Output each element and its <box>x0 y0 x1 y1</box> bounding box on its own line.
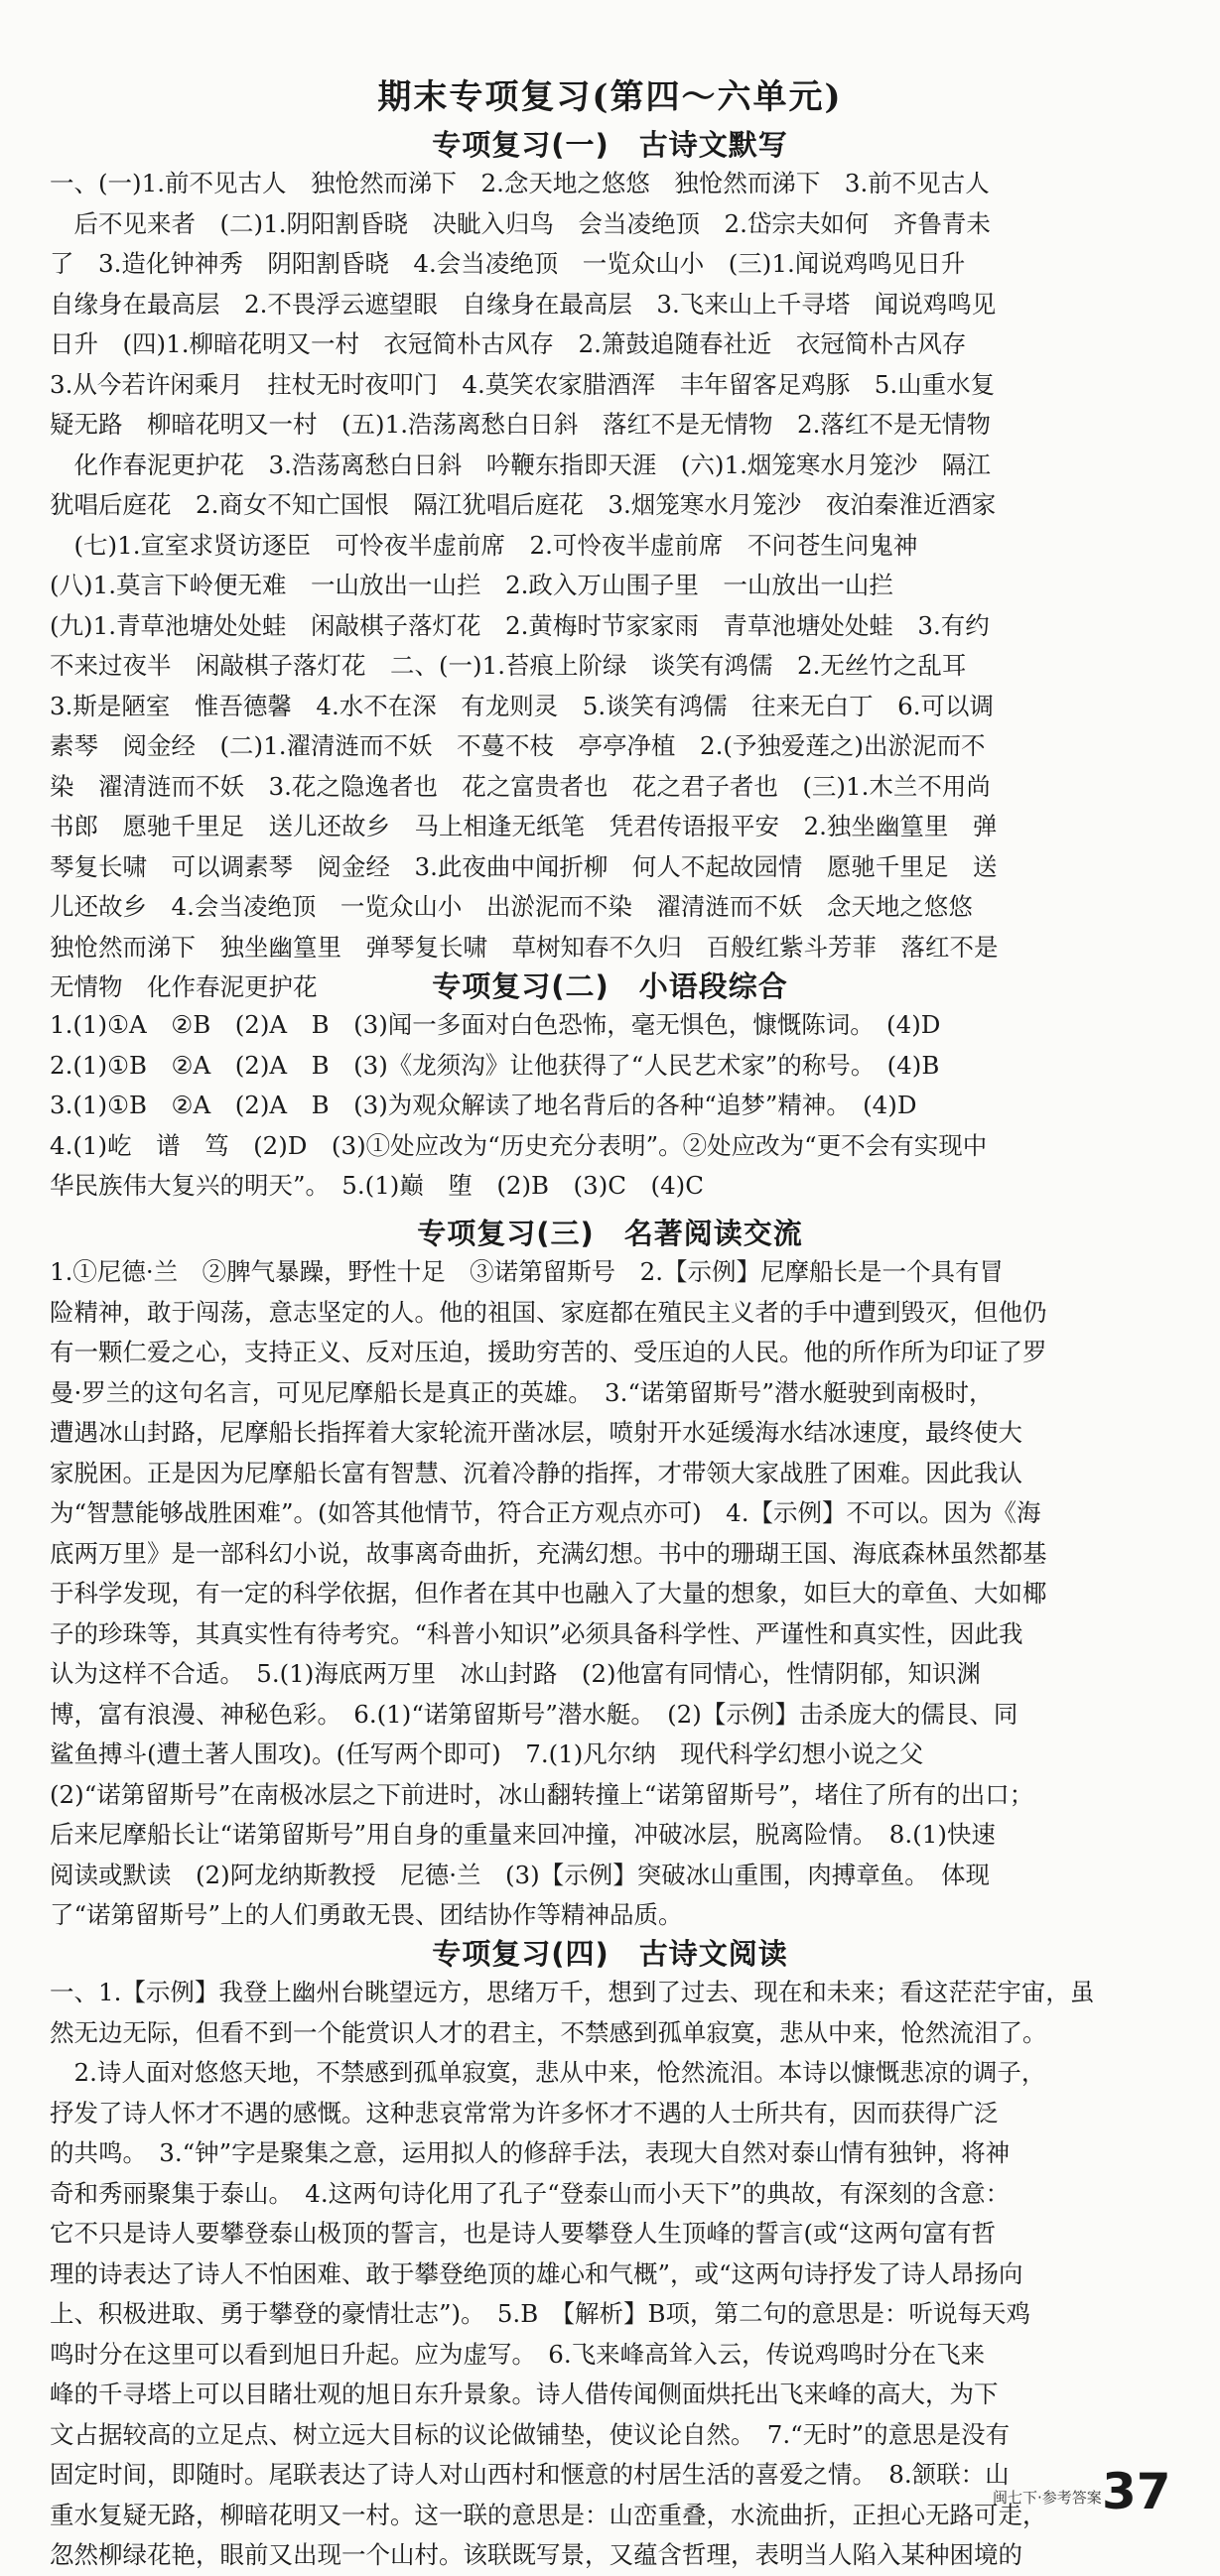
text-line: 遭遇冰山封路，尼摩船长指挥着大家轮流开凿冰层，喷射开水延缓海水结冰速度，最终使大 <box>50 1418 1022 1447</box>
text-line: 日升 (四)1.柳暗花明又一村 衣冠简朴古风存 2.箫鼓追随春社近 衣冠简朴古风存 <box>50 329 967 358</box>
text-line: 重水复疑无路，柳暗花明又一村。这一联的意思是：山峦重叠，水流曲折，正担心无路可走， <box>50 2500 1047 2529</box>
text-line: 抒发了诗人怀才不遇的感慨。这种悲哀常常为许多怀才不遇的人士所共有，因而获得广泛 <box>50 2098 999 2127</box>
text-line: 儿还故乡 4.会当凌绝顶 一览众山小 出淤泥而不染 濯清涟而不妖 念天地之悠悠 <box>50 892 973 921</box>
text-line: 3.从今若许闲乘月 拄杖无时夜叩门 4.莫笑农家腊酒浑 丰年留客足鸡豚 5.山重水复 <box>50 369 996 399</box>
text-line: (七)1.宣室求贤访逐臣 可怜夜半虚前席 2.可怜夜半虚前席 不问苍生问鬼神 <box>50 530 918 560</box>
text-line: 峰的千寻塔上可以目睹壮观的旭日东升景象。诗人借传闻侧面烘托出飞来峰的高大，为下 <box>50 2380 999 2408</box>
text-line: 独怆然而涕下 独坐幽篁里 弹琴复长啸 草树知春不久归 百般红紫斗芳菲 落红不是 <box>50 932 999 962</box>
text-line: 琴复长啸 可以调素琴 阅金经 3.此夜曲中闻折柳 何人不起故园情 愿驰千里足 送 <box>50 851 998 881</box>
section-body-3 <box>50 1252 1142 1936</box>
section-body-4 <box>50 1973 1142 2576</box>
text-line: 后不见来者 (二)1.阴阳割昏晓 决眦入归鸟 会当凌绝顶 2.岱宗夫如何 齐鲁青未 <box>50 208 991 238</box>
text-line: 无情物 化作春泥更护花 <box>50 972 318 1001</box>
text-line: 3.(1)①B ②A (2)A B (3)为观众解读了地名背后的各种“追梦”精神。 (4)D <box>50 1091 917 1119</box>
section-body-1 <box>50 164 1142 1008</box>
text-line: 文占据较高的立足点、树立远大目标的议论做铺垫，使议论自然。 7.“无时”的意思是没有 <box>50 2419 1011 2449</box>
text-line: 上、积极进取、勇于攀登的豪情壮志”)。 5.B 【解析】B项，第二句的意思是：听说每天鸡 <box>50 2299 1030 2328</box>
text-line: 了 3.造化钟神秀 阴阳割昏晓 4.会当凌绝顶 一览众山小 (三)1.闻说鸡鸣见日升 <box>50 249 966 278</box>
text-line: 子的珍珠等，其真实性有待考究。“科普小知识”必须具备科学性、严谨性和真实性，因此我 <box>50 1618 1023 1648</box>
text-line: (2)“诺第留斯号”在南极冰层之下前进时，冰山翻转撞上“诺第留斯号”，堵住了所有的出口； <box>50 1779 1034 1809</box>
text-line: 然无边无际，但看不到一个能赏识人才的君主，不禁感到孤单寂寞，悲从中来，怆然流泪了。 <box>50 2017 1047 2047</box>
page-number: 37 <box>1102 2463 1171 2520</box>
text-line: 4.(1)屹 谱 笃 (2)D (3)①处应改为“历史充分表明”。②处应改为“更不会有实现中 <box>50 1130 988 1160</box>
text-line: 后来尼摩船长让“诺第留斯号”用自身的重量来回冲撞，冲破冰层，脱离险情。 8.(1)快速 <box>50 1820 996 1849</box>
text-line: 家脱困。正是因为尼摩船长富有智慧、沉着冷静的指挥，才带领大家战胜了困难。因此我认 <box>50 1458 1022 1487</box>
text-line: 的共鸣。 3.“钟”字是聚集之意，运用拟人的修辞手法，表现大自然对泰山情有独钟，将神 <box>50 2138 1011 2167</box>
text-line: (九)1.青草池塘处处蛙 闲敲棋子落灯花 2.黄梅时节家家雨 青草池塘处处蛙 3.有约 <box>50 610 990 640</box>
text-line: 染 濯清涟而不妖 3.花之隐逸者也 花之富贵者也 花之君子者也 (三)1.木兰不用尚 <box>50 771 991 801</box>
text-line: 一、1.【示例】我登上幽州台眺望远方，思绪万千，想到了过去、现在和未来；看这茫茫宇宙，虽 <box>50 1978 1095 2006</box>
text-line: 有一颗仁爱之心，支持正义、反对压迫，援助穷苦的、受压迫的人民。他的所作所为印证了罗 <box>50 1338 1047 1366</box>
text-line: 它不只是诗人要攀登泰山极顶的誓言，也是诗人要攀登人生顶峰的誓言(或“这两句富有哲 <box>50 2219 997 2248</box>
footer-label: 闽七下·参考答案 <box>993 2489 1102 2507</box>
text-line: 固定时间，即随时。尾联表达了诗人对山西村和惬意的村居生活的喜爱之情。 8.颔联：山 <box>50 2460 1010 2489</box>
text-line: 曼·罗兰的这句名言，可见尼摩船长是真正的英雄。 3.“诺第留斯号”潜水艇驶到南极时， <box>50 1377 994 1407</box>
text-line: 于科学发现，有一定的科学依据，但作者在其中也融入了大量的想象，如巨大的章鱼、大如椰 <box>50 1579 1047 1608</box>
text-line: 3.斯是陋室 惟吾德馨 4.水不在深 有龙则灵 5.谈笑有鸿儒 往来无白丁 6.可以调 <box>50 691 994 720</box>
text-line: 奇和秀丽聚集于泰山。 4.这两句诗化用了孔子“登泰山而小天下”的典故，有深刻的含意： <box>50 2178 1011 2208</box>
text-line: 为“智慧能够战胜困难”。(如答其他情节，符合正方观点亦可) 4.【示例】不可以。因为《海 <box>50 1498 1041 1527</box>
section-body-2 <box>50 1005 1142 1207</box>
text-line: 博，富有浪漫、神秘色彩。 6.(1)“诺第留斯号”潜水艇。 (2)【示例】击杀庞大的儒艮、同 <box>50 1699 1018 1729</box>
text-line: 了“诺第留斯号”上的人们勇敢无畏、团结协作等精神品质。 <box>50 1900 683 1929</box>
text-line: 不来过夜半 闲敲棋子落灯花 二、(一)1.苔痕上阶绿 谈笑有鸿儒 2.无丝竹之乱耳 <box>50 651 967 680</box>
text-line: 险精神，敢于闯荡，意志坚定的人。他的祖国、家庭都在殖民主义者的手中遭到毁灭，但他仍 <box>50 1297 1047 1327</box>
text-line: 疑无路 柳暗花明又一村 (五)1.浩荡离愁白日斜 落红不是无情物 2.落红不是无情物 <box>50 410 991 439</box>
section-title-3: 专项复习(三) 名著阅读交流 <box>417 1217 803 1250</box>
text-line: 2.诗人面对悠悠天地，不禁感到孤单寂寞，悲从中来，怆然流泪。本诗以慷慨悲凉的调子， <box>50 2058 1046 2087</box>
text-line: 阅读或默读 (2)阿龙纳斯教授 尼德·兰 (3)【示例】突破冰山重围，肉搏章鱼。 体现 <box>50 1860 990 1889</box>
section-title-4: 专项复习(四) 古诗文阅读 <box>432 1937 788 1971</box>
text-line: 自缘身在最高层 2.不畏浮云遮望眼 自缘身在最高层 3.飞来山上千寻塔 闻说鸡鸣见 <box>50 289 997 319</box>
text-line: 1.(1)①A ②B (2)A B (3)闻一多面对白色恐怖，毫无惧色，慷慨陈词。 (4)D <box>50 1010 941 1039</box>
text-line: 华民族伟大复兴的明天”。 5.(1)巅 堕 (2)B (3)C (4)C <box>50 1171 704 1200</box>
text-line: 1.①尼德·兰 ②脾气暴躁，野性十足 ③诺第留斯号 2.【示例】尼摩船长是一个具有冒 <box>50 1257 1005 1286</box>
text-line: 鸣时分在这里可以看到旭日升起。应为虚写。 6.飞来峰高耸入云，传说鸡鸣时分在飞来 <box>50 2339 986 2369</box>
text-line: 理的诗表达了诗人不怕困难、敢于攀登绝顶的雄心和气概”，或“这两句诗抒发了诗人昂扬向 <box>50 2258 1023 2288</box>
text-line: (八)1.莫言下岭便无难 一山放出一山拦 2.政入万山围子里 一山放出一山拦 <box>50 571 893 599</box>
text-line: 素琴 阅金经 (二)1.濯清涟而不妖 不蔓不枝 亭亭净植 2.(予独爱莲之)出淤泥而不 <box>50 731 986 760</box>
text-line: 化作春泥更护花 3.浩荡离愁白日斜 吟鞭东指即天涯 (六)1.烟笼寒水月笼沙 隔江 <box>50 450 991 479</box>
text-line: 认为这样不合适。 5.(1)海底两万里 冰山封路 (2)他富有同情心，性情阴郁，知识渊 <box>50 1659 982 1688</box>
text-line: 底两万里》是一部科幻小说，故事离奇曲折，充满幻想。书中的珊瑚王国、海底森林虽然都基 <box>50 1538 1047 1568</box>
text-line: 书郎 愿驰千里足 送儿还故乡 马上相逢无纸笔 凭君传语报平安 2.独坐幽篁里 弹 <box>50 812 998 840</box>
text-line: 犹唱后庭花 2.商女不知亡国恨 隔江犹唱后庭花 3.烟笼寒水月笼沙 夜泊秦淮近酒家 <box>50 490 997 519</box>
text-line: 忽然柳绿花艳，眼前又出现一个山村。该联既写景，又蕴含哲理，表明当人陷入某种困境的 <box>50 2540 1022 2569</box>
section-title-1: 专项复习(一) 古诗文默写 <box>432 128 788 162</box>
text-line: 2.(1)①B ②A (2)A B (3)《龙须沟》让他获得了“人民艺术家”的称号。 (4)B <box>50 1050 940 1080</box>
text-line: 一、(一)1.前不见古人 独怆然而涕下 2.念天地之悠悠 独怆然而涕下 3.前不见古人 <box>50 169 990 197</box>
text-line: 鲨鱼搏斗(遭土著人围攻)。(任写两个即可) 7.(1)凡尔纳 现代科学幻想小说之父 <box>50 1739 924 1768</box>
page-title: 期末专项复习(第四～六单元) <box>377 77 843 117</box>
section-title-2: 专项复习(二) 小语段综合 <box>432 969 788 1003</box>
